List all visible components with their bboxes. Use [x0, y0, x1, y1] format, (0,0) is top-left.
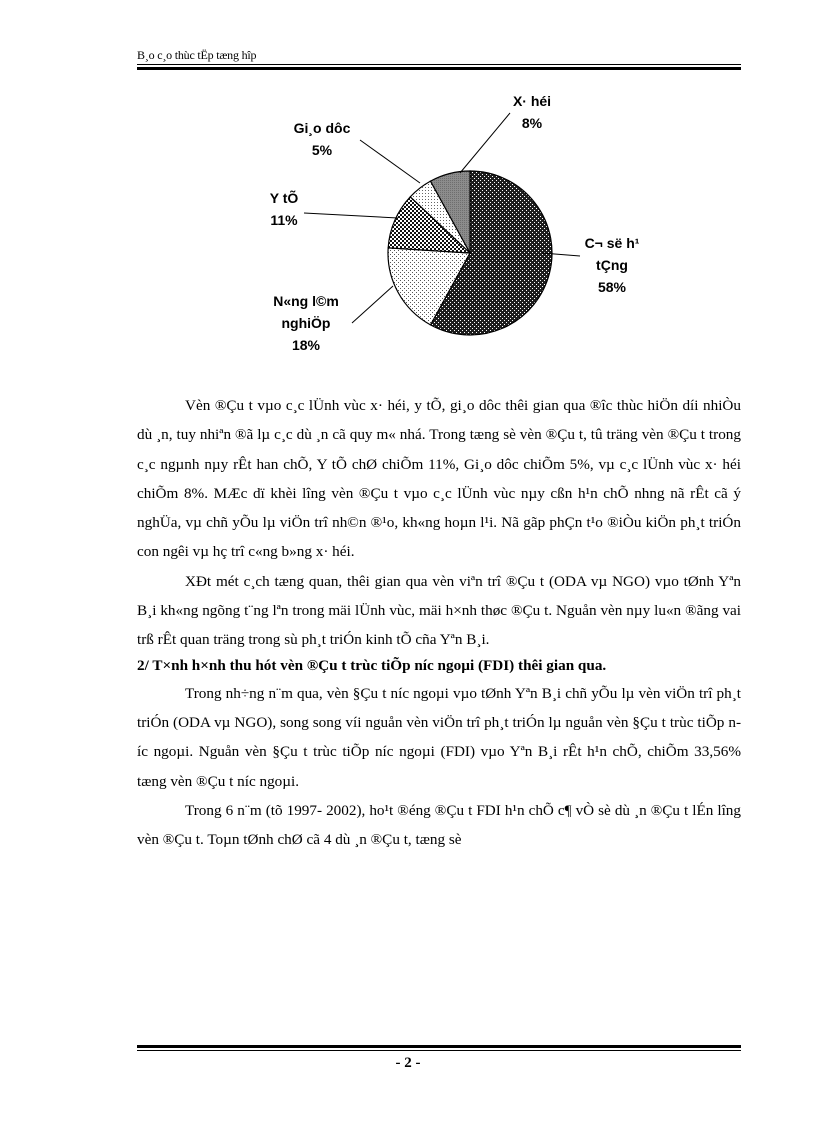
paragraph-4: Trong 6 n¨m (tõ 1997- 2002), ho¹t ®éng ®Çu t FDI h¹n chÕ c¶ vÒ sè dù ¸n ®Çu t lÉn lîng vèn ®Çu t. Toµn tØnh chØ cã 4 dù ¸n ®Çu t, tæng sè — [137, 801, 741, 849]
pie-label: C¬ së h¹ tÇng 58% — [584, 235, 640, 295]
paragraph-3: Trong nh÷ng n¨m qua, vèn §Çu t níc ngoµi vµo tØnh Yªn B¸i chñ yÕu lµ vèn viÖn trî ph¸t triÓn (ODA vµ NGO), song song víi nguån vèn viÖn trî ph¸t triÓn lµ nguån vèn §Çu t trùc tiÕp níc ngoµi. Nguån vèn §Çu t trùc tiÕp níc ngoµi (FDI) vµo Yªn B¸i rÊt h¹n chÕ, chiÕm 33,56% tæng vèn ®Çu t níc ngoµi. — [137, 684, 741, 790]
header-rule — [137, 64, 741, 70]
pie-leader-line — [304, 213, 398, 218]
footer-rule — [137, 1045, 741, 1051]
pie-label: Y tÕ 11% — [269, 190, 299, 228]
paragraph-2: XÐt mét c¸ch tæng quan, thêi gian qua vèn viªn trî ®Çu t (ODA vµ NGO) vµo tØnh Yªn B¸i kh«ng ngõng t¨ng lªn trong mäi lÜnh vùc, mäi h×nh thøc ®Çu t. Nguån vèn nµy lu«n ®ãng vai trß rÊt quan träng trong sù ph¸t triÓn kinh tÕ cña Yªn B¸i. — [137, 572, 741, 649]
pie-label: N«ng l©m nghiÖp 18% — [273, 293, 339, 353]
header-title: B¸o c¸o thùc tËp tæng hîp — [137, 48, 257, 62]
pie-label: Gi¸o dôc 5% — [293, 120, 351, 158]
pie-chart — [260, 88, 680, 368]
paragraph-1: Vèn ®Çu t vµo c¸c lÜnh vùc x· héi, y tÕ, gi¸o dôc thêi gian qua ®îc thùc hiÖn díi nhiÒu dù ¸n, tuy nhiªn ®ã lµ c¸c dù ¸n cã quy m« nhá. Trong tæng sè vèn ®Çu t, tû träng vèn ®Çu t trong c¸c ngµnh nµy rÊt han chÕ, Y tÕ chØ chiÕm 11%, Gi¸o dôc chiÕm 5%, vµ c¸c lÜnh vùc x· héi chiÕm 8%. MÆc dï khèi lîng vèn ®Çu t vµo c¸c lÜnh vùc nµy cßn h¹n chÕ nhng nã rÊt cã ý nghÜa, vµ chñ yÕu lµ viÖn trî nh©n ®¹o, kh«ng hoµn l¹i. Nã gãp phÇn t¹o ®iÒu kiÖn ph¸t triÓn con ngêi vµ hç trî c«ng b»ng x· héi. — [137, 397, 741, 561]
page-number: - 2 - — [395, 1055, 421, 1071]
section-heading: 2/ T×nh h×nh thu hót vèn ®Çu t trùc tiÕp níc ngoµi (FDI) thêi gian qua. — [137, 656, 607, 674]
body-text — [137, 391, 741, 854]
pie-leader-line — [360, 140, 420, 183]
pie-slices — [388, 171, 552, 335]
pie-leader-line — [352, 286, 393, 323]
pie-leader-line — [460, 113, 510, 173]
pie-label: X· héi 8% — [512, 93, 552, 131]
